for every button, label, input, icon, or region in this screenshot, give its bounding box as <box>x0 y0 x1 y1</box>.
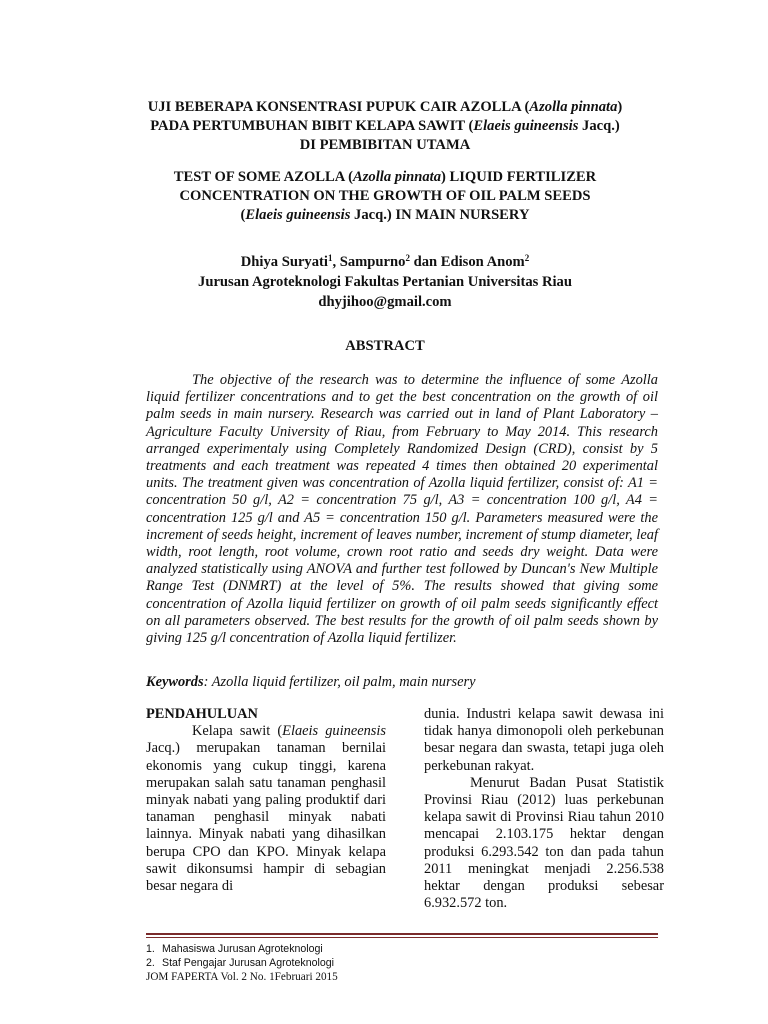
author-block <box>120 252 650 312</box>
journal-citation: JOM FAPERTA Vol. 2 No. 1Februari 2015 <box>146 971 338 983</box>
intro-paragraph-1: Kelapa sawit (Elaeis guineensis Jacq.) merupakan tanaman bernilai ekonomis yang cukup tinggi, karena merupakan salah satu tanaman penghasil minyak nabati yang paling produktif dari tanaman penghasil minyak nabati lainnya. Minyak nabati yang dihasilkan berupa CPO dan KPO. Minyak kelapa sawit dikonsumsi hampir di sebagian besar negara di <box>146 723 386 895</box>
footer-rule-thick <box>146 933 658 935</box>
abstract-heading: ABSTRACT <box>345 338 425 354</box>
author-names: Dhiya Suryati$^1$, Sampurno$^2$ dan Edison Anom$^2$ <box>240 253 530 270</box>
author-affiliation: Jurusan Agroteknologi Fakultas Pertanian Universitas Riau <box>198 274 572 290</box>
abstract-paragraph: The objective of the research was to determine the influence of some Azolla liquid fertilizer concentrations and to get the best concentration on the growth of oil palm seeds in main nursery. Research was carried out in land of Plant Laboratory – Agriculture Faculty University of Riau, from February to May 2014. This research arranged experimentaly using Completely Randomized Design (CRD), consist by 5 treatments and each treatment was repeated 4 times then obtained 20 experimental units. The treatment given was concentration of Azolla liquid fertilizer, consist of: A1 = concentration 50 g/l, A2 = concentration 75 g/l, A3 = concentration 100 g/l, A4 = concentration 125 g/l and A5 = concentration 150 g/l. Parameters measured were the increment of seeds height, increment of leaves number, increment of stump diameter, leaf width, root length, root volume, crown root ratio and seeds dry weight. Data were analyzed statistically using ANOVA and further test followed by Duncan's New Multiple Range Test (DNMRT) at the level of 5%. The results showed that giving some concentration of Azolla liquid fertilizer on growth of oil palm seeds significantly effect on all parameters observed. The best results for the growth of oil palm seeds shown by giving 125 g/l concentration of Azolla liquid fertilizer. <box>146 372 658 647</box>
abstract-text <box>146 372 658 647</box>
title-id-line-2: PADA PERTUMBUHAN BIBIT KELAPA SAWIT (Elaeis guineensis Jacq.) <box>150 118 620 134</box>
intro-paragraph-2: Menurut Badan Pusat Statistik Provinsi Riau (2012) luas perkebunan kelapa sawit di Provinsi Riau tahun 2010 mencapai 2.103.175 hektar dengan produksi 6.293.542 ton dan pada tahun 2011 meningkat menjadi 2.256.538 hektar dengan produksi sebesar 6.932.572 ton. <box>424 774 664 912</box>
footnote-1: 1. Mahasiswa Jurusan Agroteknologi <box>146 943 323 955</box>
intro-paragraph-1-continued: dunia. Industri kelapa sawit dewasa ini tidak hanya dimonopoli oleh perkebunan besar negara dan swasta, tetapi juga oleh perkebunan rakyat. <box>424 706 664 774</box>
title-english <box>120 168 650 225</box>
title-en-line-1: TEST OF SOME AZOLLA (Azolla pinnata) LIQUID FERTILIZER <box>173 169 597 185</box>
title-indonesian <box>120 98 650 155</box>
title-en-line-2: CONCENTRATION ON THE GROWTH OF OIL PALM SEEDS <box>179 188 591 204</box>
author-email: dhyjihoo@gmail.com <box>318 294 452 310</box>
section-heading-pendahuluan: PENDAHULUAN <box>146 706 258 722</box>
footnote-2: 2. Staf Pengajar Jurusan Agroteknologi <box>146 957 334 969</box>
keywords-text: : Azolla liquid fertilizer, oil palm, main nursery <box>203 674 476 690</box>
footer-rule-thin <box>146 937 658 938</box>
column-left <box>146 706 386 895</box>
title-en-line-3: (Elaeis guineensis Jacq.) IN MAIN NURSERY <box>240 207 530 223</box>
column-right <box>424 706 664 912</box>
title-id-line-1: UJI BEBERAPA KONSENTRASI PUPUK CAIR AZOLLA (Azolla pinnata) <box>147 99 623 115</box>
keywords <box>146 674 658 691</box>
footnotes <box>146 942 658 984</box>
keywords-label: Keywords <box>146 674 204 690</box>
title-id-line-3: DI PEMBIBITAN UTAMA <box>299 137 471 153</box>
